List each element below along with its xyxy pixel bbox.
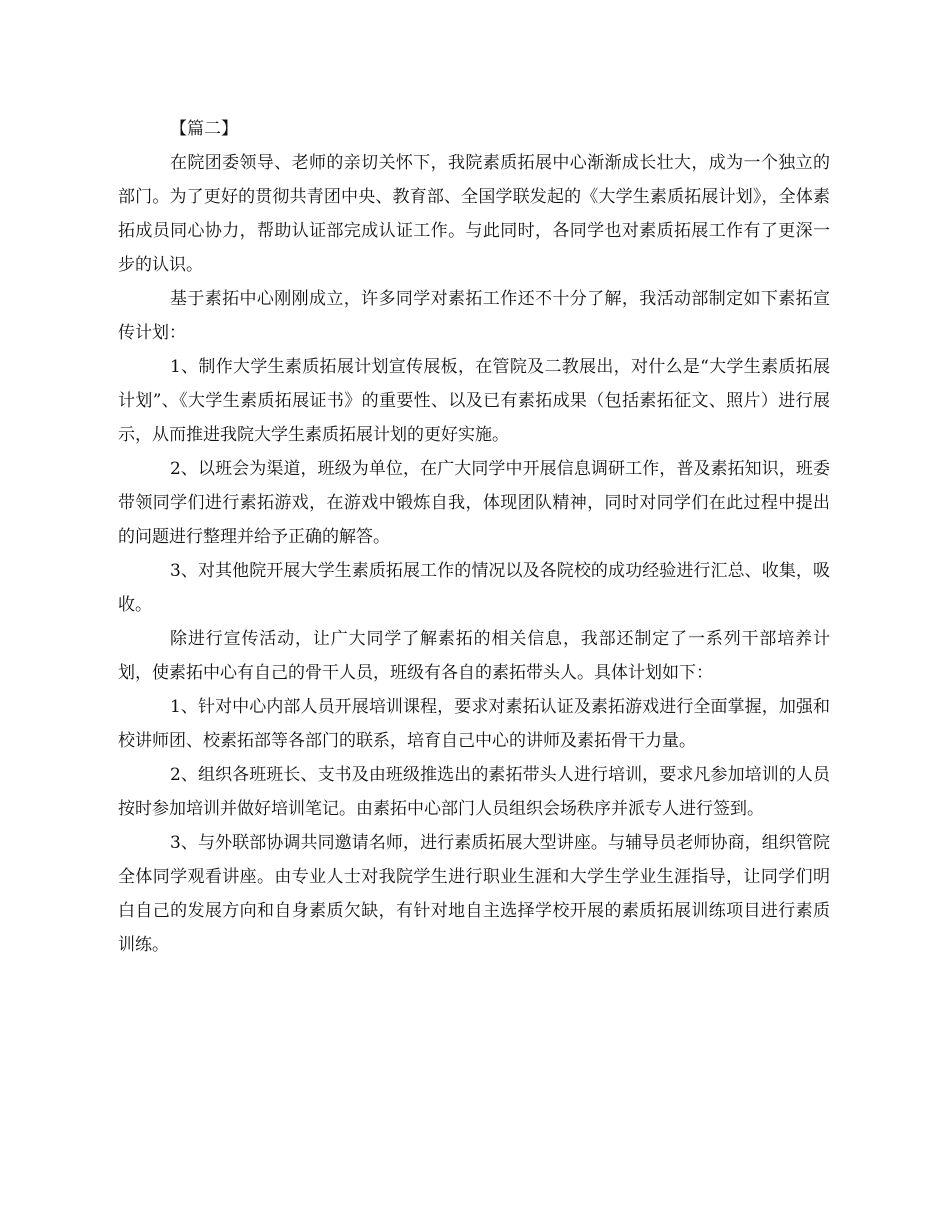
paragraph-promo-item-3: 3、对其他院开展大学生素质拓展工作的情况以及各院校的成功经验进行汇总、收集，吸收。: [118, 561, 830, 615]
paragraph-training-item-1: 1、针对中心内部人员开展培训课程，要求对素拓认证及素拓游戏进行全面掌握，加强和校讲师团、校素拓部等各部门的联系，培育自己中心的讲师及素拓骨干力量。: [118, 697, 830, 751]
paragraph-promo-item-2: 2、以班会为渠道，班级为单位，在广大同学中开展信息调研工作，普及素拓知识，班委带领同学们进行素拓游戏，在游戏中锻炼自我，体现团队精神，同时对同学们在此过程中提出的问题进行整理并给予正确的解答。: [118, 459, 830, 547]
section-heading: 【篇二】: [170, 119, 238, 139]
paragraph-promo-item-1: 1、制作大学生素质拓展计划宣传展板，在管院及二教展出，对什么是“大学生素质拓展计划”、《大学生素质拓展证书》的重要性、以及已有素拓成果（包括素拓征文、照片）进行展示，从而推进我院大学生素质拓展计划的更好实施。: [118, 357, 830, 445]
document-page: [118, 112, 830, 962]
paragraph-promo-plan-intro: 基于素拓中心刚刚成立，许多同学对素拓工作还不十分了解，我活动部制定如下素拓宣传计划：: [118, 289, 830, 343]
paragraph-training-plan-intro: 除进行宣传活动，让广大同学了解素拓的相关信息，我部还制定了一系列干部培养计划，使素拓中心有自己的骨干人员，班级有各自的素拓带头人。具体计划如下：: [118, 629, 830, 683]
paragraph-training-item-3: 3、与外联部协调共同邀请名师，进行素质拓展大型讲座。与辅导员老师协商，组织管院全体同学观看讲座。由专业人士对我院学生进行职业生涯和大学生学业生涯指导，让同学们明白自己的发展方向和自身素质欠缺，有针对地自主选择学校开展的素质拓展训练项目进行素质训练。: [118, 833, 830, 955]
paragraph-intro: 在院团委领导、老师的亲切关怀下，我院素质拓展中心渐渐成长壮大，成为一个独立的部门。为了更好的贯彻共青团中央、教育部、全国学联发起的《大学生素质拓展计划》，全体素拓成员同心协力，帮助认证部完成认证工作。与此同时，各同学也对素质拓展工作有了更深一步的认识。: [118, 153, 830, 275]
paragraph-training-item-2: 2、组织各班班长、支书及由班级推选出的素拓带头人进行培训，要求凡参加培训的人员按时参加培训并做好培训笔记。由素拓中心部门人员组织会场秩序并派专人进行签到。: [118, 765, 830, 819]
